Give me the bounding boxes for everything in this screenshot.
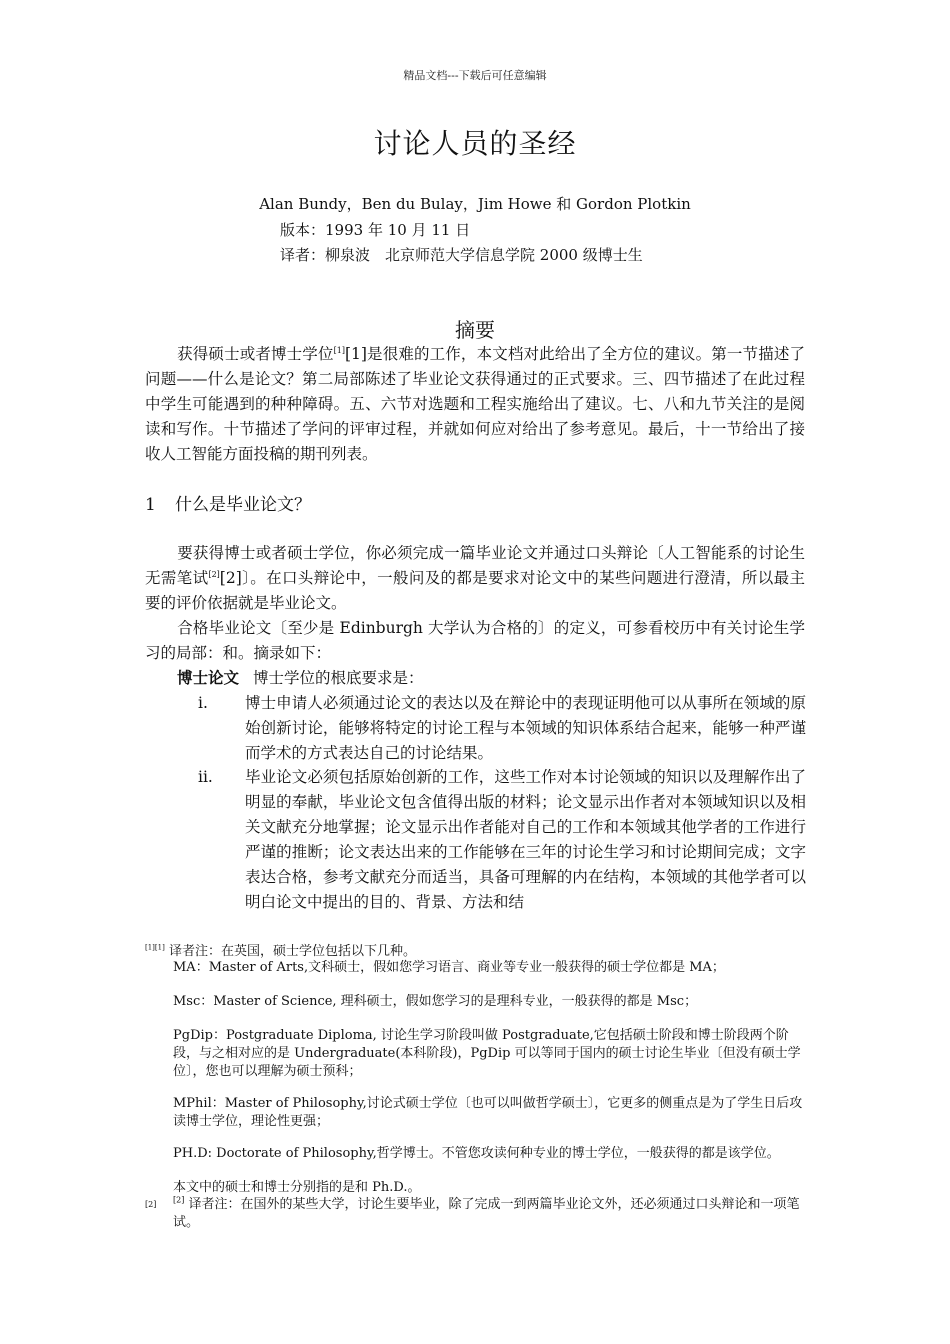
abstract-heading: 摘要 (455, 318, 495, 342)
footnote-2-text: 译者注：在国外的某些大学，讨论生要毕业，除了完成一到两篇毕业论文外，还必须通过口头辩论和一项笔试。 (173, 1197, 800, 1230)
phd-definition-line (177, 666, 424, 688)
list-item-text: 毕业论文必须包括原始创新的工作，这些工作对本讨论领域的知识以及理解作出了明显的奉献，毕业论文包含值得出版的材料；论文显示出作者对本领域知识以及相关文献充分地掌握；论文显示出作者能对自己的工作和本领域其他学者的工作进行严谨的推断；论文表达出来的工作能够在三年的讨论生学习和讨论期间完成；文字表达合格，参考文献充分而适当，具备可理解的内在结构，本领域的其他学者可以明白论文中提出的目的、背景、方法和结 (245, 768, 806, 911)
list-item (198, 765, 806, 915)
abstract-text-start: 获得硕士或者博士学位 (177, 345, 334, 363)
footnote-1-item: 本文中的硕士和博士分别指的是和 Ph.D.。 (173, 1180, 421, 1195)
footnote-2-inner-mark: [2] (173, 1195, 185, 1205)
abstract-paragraph (145, 342, 805, 467)
header-note: 精品文档---下载后可任意编辑 (403, 69, 547, 82)
phd-label: 博士论文 (177, 669, 240, 687)
footnote-ref-1[interactable]: [1] (333, 345, 345, 355)
list-marker: ii. (198, 768, 213, 786)
authors-line: Alan Bundy，Ben du Bulay，Jim Howe 和 Gordon Plotkin (259, 195, 691, 213)
footnote-ref-2[interactable]: [2] (208, 569, 220, 579)
footnote-1-item: MA：Master of Arts,文科硕士，假如您学习语言、商业等专业一般获得的硕士学位都是 MA； (173, 960, 725, 975)
footnote-1-intro: 译者注：在英国，硕士学位包括以下几种。 (168, 944, 416, 959)
section-1-heading (145, 490, 311, 515)
footnote-1-item: MPhil：Master of Philosophy,讨论式硕士学位〔也可以叫做哲学硕士〕，它更多的侧重点是为了学生日后攻读博士学位，理论性更强； (173, 1096, 803, 1129)
footnote-1-mark: [1][1] (145, 943, 165, 952)
footnote-2-body (173, 1196, 806, 1232)
list-item-text: 博士申请人必须通过论文的表达以及在辩论中的表现证明他可以从事所在领域的原始创新讨论，能够将特定的讨论工程与本领域的知识体系结合起来，能够一种严谨而学术的方式表达自己的讨论结果。 (245, 694, 806, 762)
section-1-paragraph-2 (145, 616, 805, 666)
translator-line: 译者：柳泉波 北京师范大学信息学院 2000 级博士生 (280, 246, 643, 264)
para2-text: 合格毕业论文〔至少是 Edinburgh 大学认为合格的〕的定义，可参看校历中有关讨论生学习的局部：和。摘录如下： (145, 619, 805, 662)
phd-intro: 博士学位的根底要求是： (253, 669, 424, 687)
footnote-1-header (145, 940, 416, 959)
version-line: 版本：1993 年 10 月 11 日 (280, 221, 471, 239)
footnote-1-item: PH.D: Doctorate of Philosophy,哲学博士。不管您攻读何种专业的博士学位，一般获得的都是该学位。 (173, 1146, 780, 1161)
footnote-1-item: PgDip：Postgraduate Diploma, 讨论生学习阶段叫做 Postgraduate,它包括硕士阶段和博士阶段两个阶段，与之相对应的是 Undergraduate(本科阶段)，PgDip 可以等同于国内的硕士讨论生毕业〔但没有硕士学位〕，您也可以理解为硕士预科； (173, 1028, 801, 1079)
para1-text-rest: [2]〕。在口头辩论中，一般问及的都是要求对论文中的某些问题进行澄清，所以最主要的评价依据就是毕业论文。 (145, 569, 805, 612)
section-number: 1 (145, 495, 156, 515)
abstract-text-rest: [1]是很难的工作，本文档对此给出了全方位的建议。第一节描述了问题——什么是论文？第二局部陈述了毕业论文获得通过的正式要求。三、四节描述了在此过程中学生可能遇到的种种障碍。五、六节对选题和工程实施给出了建议。七、八和九节关注的是阅读和写作。十节描述了学问的评审过程，并就如何应对给出了参考意见。最后，十一节给出了接收人工智能方面投稿的期刊列表。 (145, 345, 805, 463)
list-marker: i. (198, 694, 208, 712)
list-item (198, 691, 806, 766)
para1-text-start: 要获得博士或者硕士学位，你必须完成一篇毕业论文并通过口头辩论〔人工智能系的讨论生无需笔试 (145, 544, 805, 587)
section-1-paragraph-1 (145, 541, 805, 616)
footnote-1-item: Msc：Master of Science, 理科硕士，假如您学习的是理科专业，一般获得的都是 Msc； (173, 994, 698, 1009)
footnote-2-outer-mark: [2] (145, 1200, 157, 1209)
section-title: 什么是毕业论文？ (175, 495, 311, 515)
document-title: 讨论人员的圣经 (373, 127, 577, 160)
